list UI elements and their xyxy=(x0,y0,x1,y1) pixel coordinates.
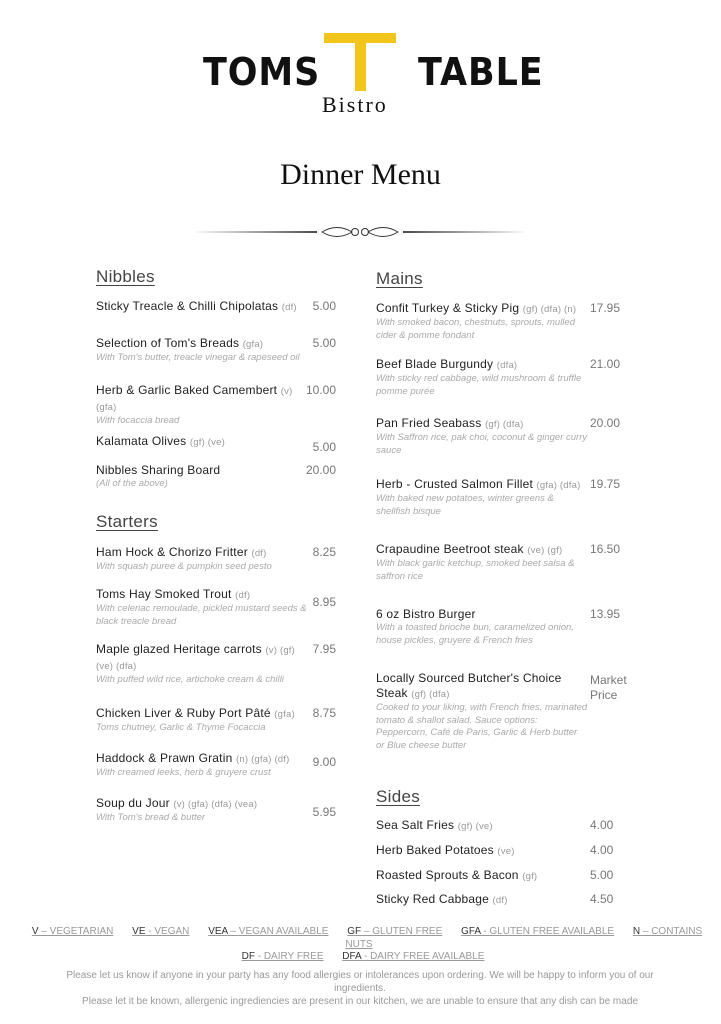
item-dietary-tags: (v) (gf) (ve) (dfa) xyxy=(96,645,296,672)
item-price: 20.00 xyxy=(590,416,621,430)
item-description: With celeriac remoulade, pickled mustard seeds & black treacle bread xyxy=(96,603,307,627)
item-dietary-tags: (v) (gfa) xyxy=(96,386,293,413)
item-price: 5.95 xyxy=(312,805,336,819)
item-name-text: Chicken Liver & Ruby Port Pâté xyxy=(96,706,271,720)
menu-item xyxy=(96,336,308,365)
legend-desc: – GLUTEN FREE xyxy=(361,926,443,937)
menu-item xyxy=(96,383,308,428)
item-name-text: Herb Baked Potatoes xyxy=(376,843,494,857)
item-price: 5.00 xyxy=(312,440,336,454)
item-name-text: Confit Turkey & Sticky Pig xyxy=(376,301,520,315)
item-price: 9.00 xyxy=(312,755,336,769)
item-dietary-tags: (gfa) xyxy=(242,339,264,350)
item-price: 8.75 xyxy=(312,706,336,720)
item-dietary-tags: (gf) (dfa) xyxy=(411,689,450,700)
section-title-mains: Mains xyxy=(376,269,423,288)
menu-item xyxy=(376,818,588,834)
menu-item xyxy=(96,299,308,315)
menu-item xyxy=(376,542,588,583)
item-name xyxy=(96,434,308,450)
item-dietary-tags: (gf) (dfa) xyxy=(485,419,524,430)
item-dietary-tags: (n) (gfa) (df) xyxy=(236,754,290,765)
menu-item xyxy=(376,477,588,518)
item-name xyxy=(96,587,308,603)
item-name xyxy=(376,843,588,859)
item-name-text: Selection of Tom's Breads xyxy=(96,336,240,350)
legend-code: V xyxy=(31,926,39,937)
item-price: 17.95 xyxy=(590,301,621,315)
menu-item xyxy=(96,545,308,574)
item-description: With Saffron rice, pak choi, coconut & ginger curry sauce xyxy=(376,432,588,456)
legend-desc: - GLUTEN FREE AVAILABLE xyxy=(480,926,615,937)
logo-bistro: Bistro xyxy=(322,92,388,117)
legend-desc: – CONTAINS NUTS xyxy=(345,926,703,950)
menu-item xyxy=(96,796,308,825)
item-price: 4.00 xyxy=(590,843,614,857)
item-name-text: 6 oz Bistro Burger xyxy=(376,607,476,621)
item-dietary-tags: (gf) (ve) xyxy=(189,437,225,448)
legend-code: DF xyxy=(241,951,255,962)
item-name-text: Herb - Crusted Salmon Fillet xyxy=(376,477,533,491)
item-description: With Tom's bread & butter xyxy=(96,812,206,823)
page-title: Dinner Menu xyxy=(280,158,441,191)
item-name xyxy=(96,642,308,674)
menu-item xyxy=(376,671,588,752)
item-price: 5.00 xyxy=(312,336,336,350)
item-dietary-tags: (gfa) xyxy=(274,709,295,720)
allergy-note: Please let it be known, allergenic ingrediencies are present in our kitchen, we are unable to ensure that any dish can be made xyxy=(82,996,638,1007)
item-dietary-tags: (gfa) (dfa) xyxy=(536,480,581,491)
item-dietary-tags: (df) xyxy=(492,895,508,906)
item-name xyxy=(96,796,308,812)
legend-item-v xyxy=(32,926,114,937)
item-dietary-tags: (v) (gfa) (dfa) (vea) xyxy=(173,799,258,810)
ornament-divider xyxy=(192,224,528,240)
menu-item xyxy=(376,892,588,908)
item-dietary-tags: (ve) xyxy=(497,846,515,857)
item-name-text: Ham Hock & Chorizo Fritter xyxy=(96,545,248,559)
item-name xyxy=(96,299,308,315)
legend-item-gfa xyxy=(461,926,614,937)
allergy-notes xyxy=(40,969,680,1008)
legend-desc: – VEGAN AVAILABLE xyxy=(227,926,329,937)
item-dietary-tags: (df) xyxy=(281,302,297,313)
menu-item xyxy=(96,751,308,780)
item-name-text: Roasted Sprouts & Bacon xyxy=(376,868,519,882)
item-price: 16.50 xyxy=(590,542,621,556)
item-price: 4.50 xyxy=(590,892,614,906)
section-title-nibbles: Nibbles xyxy=(96,267,155,286)
legend-desc: - VEGAN xyxy=(145,926,190,937)
menu-item xyxy=(376,416,588,457)
legend-desc: - DAIRY FREE xyxy=(254,951,324,962)
item-name xyxy=(376,868,588,884)
item-price: 5.00 xyxy=(590,868,614,882)
item-price: 21.00 xyxy=(590,357,621,371)
item-price: 20.00 xyxy=(305,463,336,477)
item-name xyxy=(376,301,588,317)
menu-item xyxy=(96,587,308,628)
item-dietary-tags: (dfa) xyxy=(496,360,518,371)
legend-code: GF xyxy=(347,926,362,937)
item-dietary-tags: (gf) (dfa) (n) xyxy=(522,304,577,315)
item-description: Toms chutney, Garlic & Thyme Focaccia xyxy=(96,722,266,733)
item-name xyxy=(96,706,308,722)
item-dietary-tags: (gf) (ve) xyxy=(457,821,493,832)
legend-code: GFA xyxy=(461,926,481,937)
item-price: 13.95 xyxy=(590,607,621,621)
item-name xyxy=(376,477,588,493)
legend-item-gf xyxy=(347,926,442,937)
legend-code: N xyxy=(632,926,641,937)
logo-table: TABLE xyxy=(418,50,544,94)
item-name xyxy=(376,416,588,432)
item-price: 4.00 xyxy=(590,818,614,832)
legend-code: VEA xyxy=(208,926,228,937)
item-price: 7.95 xyxy=(312,642,336,656)
legend-desc: – VEGETARIAN xyxy=(38,926,114,937)
item-name-text: Sticky Treacle & Chilli Chipolatas xyxy=(96,299,279,313)
item-name xyxy=(376,607,588,622)
item-name-text: Haddock & Prawn Gratin xyxy=(96,751,233,765)
item-description: With baked new potatoes, winter greens & shellfish bisque xyxy=(376,493,554,517)
item-description: With a toasted brioche bun, caramelized onion, house pickles, gruyere & French fries xyxy=(376,622,574,646)
logo-t-stem xyxy=(355,33,366,91)
legend-desc: - DAIRY FREE AVAILABLE xyxy=(361,951,485,962)
menu-item xyxy=(96,434,308,450)
item-name-text: Crapaudine Beetroot steak xyxy=(376,542,524,556)
item-name xyxy=(376,818,588,834)
item-description: With black garlic ketchup, smoked beet salsa & saffron rice xyxy=(376,558,575,582)
item-name-text: Beef Blade Burgundy xyxy=(376,357,494,371)
logo-toms: TOMS xyxy=(203,50,321,94)
item-dietary-tags: (df) xyxy=(235,590,251,601)
item-description: With puffed wild rice, artichoke cream & chilli xyxy=(96,674,284,685)
item-description: (All of the above) xyxy=(96,478,168,489)
item-name xyxy=(96,545,308,561)
item-description: With focaccia bread xyxy=(96,415,180,426)
item-description: With sticky red cabbage, wild mushroom & truffle pomme purée xyxy=(376,373,582,397)
item-price: 10.00 xyxy=(305,383,336,397)
menu-item xyxy=(96,463,308,491)
legend-item-df xyxy=(242,951,324,962)
item-price: 8.25 xyxy=(312,545,336,559)
item-name xyxy=(96,336,308,352)
item-price: Market Price xyxy=(590,673,627,702)
item-name xyxy=(376,671,588,702)
item-name-text: Nibbles Sharing Board xyxy=(96,463,221,477)
item-dietary-tags: (gf) xyxy=(522,871,538,882)
menu-item xyxy=(96,706,308,735)
item-description: With smoked bacon, chestnuts, sprouts, mulled cider & pomme fondant xyxy=(376,317,575,341)
menu-item xyxy=(376,843,588,859)
item-name xyxy=(96,383,308,415)
allergy-note: Please let us know if anyone in your party has any food allergies or intolerances upon ordering. We will be happy to inform you of our ingredients. xyxy=(66,970,654,994)
legend-item-vea xyxy=(208,926,328,937)
item-description: With creamed leeks, herb & gruyere crust xyxy=(96,767,271,778)
legend-item-ve xyxy=(132,926,189,937)
dietary-legend xyxy=(18,926,708,964)
legend-code: VE xyxy=(132,926,146,937)
item-name xyxy=(376,357,588,373)
item-price: 5.00 xyxy=(312,299,336,313)
item-description: Cooked to your liking, with French fries, marinated tomato & shallot salad. Sauce options: Peppercorn, Café de Paris, Garlic & Herb butter or Blue cheese butter xyxy=(376,702,588,751)
item-name-text: Toms Hay Smoked Trout xyxy=(96,587,232,601)
item-description: With squash puree & pumpkin seed pesto xyxy=(96,561,272,572)
item-name xyxy=(376,892,588,908)
item-name xyxy=(96,463,308,478)
menu-item xyxy=(376,357,588,398)
menu-item xyxy=(376,301,588,342)
item-dietary-tags: (df) xyxy=(251,548,267,559)
menu-item xyxy=(96,642,308,687)
item-name-text: Sea Salt Fries xyxy=(376,818,455,832)
item-name xyxy=(376,542,588,558)
item-price: 19.75 xyxy=(590,477,621,491)
item-name-text: Maple glazed Heritage carrots xyxy=(96,642,262,656)
section-title-starters: Starters xyxy=(96,512,158,531)
item-name-text: Pan Fried Seabass xyxy=(376,416,482,430)
item-description: With Tom's butter, treacle vinegar & rapeseed oil xyxy=(96,352,300,363)
menu-item xyxy=(376,868,588,884)
legend-code: DFA xyxy=(342,951,362,962)
item-name-text: Soup du Jour xyxy=(96,796,170,810)
menu-item xyxy=(376,607,588,647)
item-name-text: Herb & Garlic Baked Camembert xyxy=(96,383,278,397)
item-name-text: Kalamata Olives xyxy=(96,434,187,448)
item-name-text: Locally Sourced Butcher's Choice Steak xyxy=(376,671,562,700)
section-title-sides: Sides xyxy=(376,787,421,806)
item-dietary-tags: (ve) (gf) xyxy=(527,545,563,556)
item-name xyxy=(96,751,308,767)
item-price: 8.95 xyxy=(312,595,336,609)
legend-item-dfa xyxy=(342,951,484,962)
item-name-text: Sticky Red Cabbage xyxy=(376,892,489,906)
